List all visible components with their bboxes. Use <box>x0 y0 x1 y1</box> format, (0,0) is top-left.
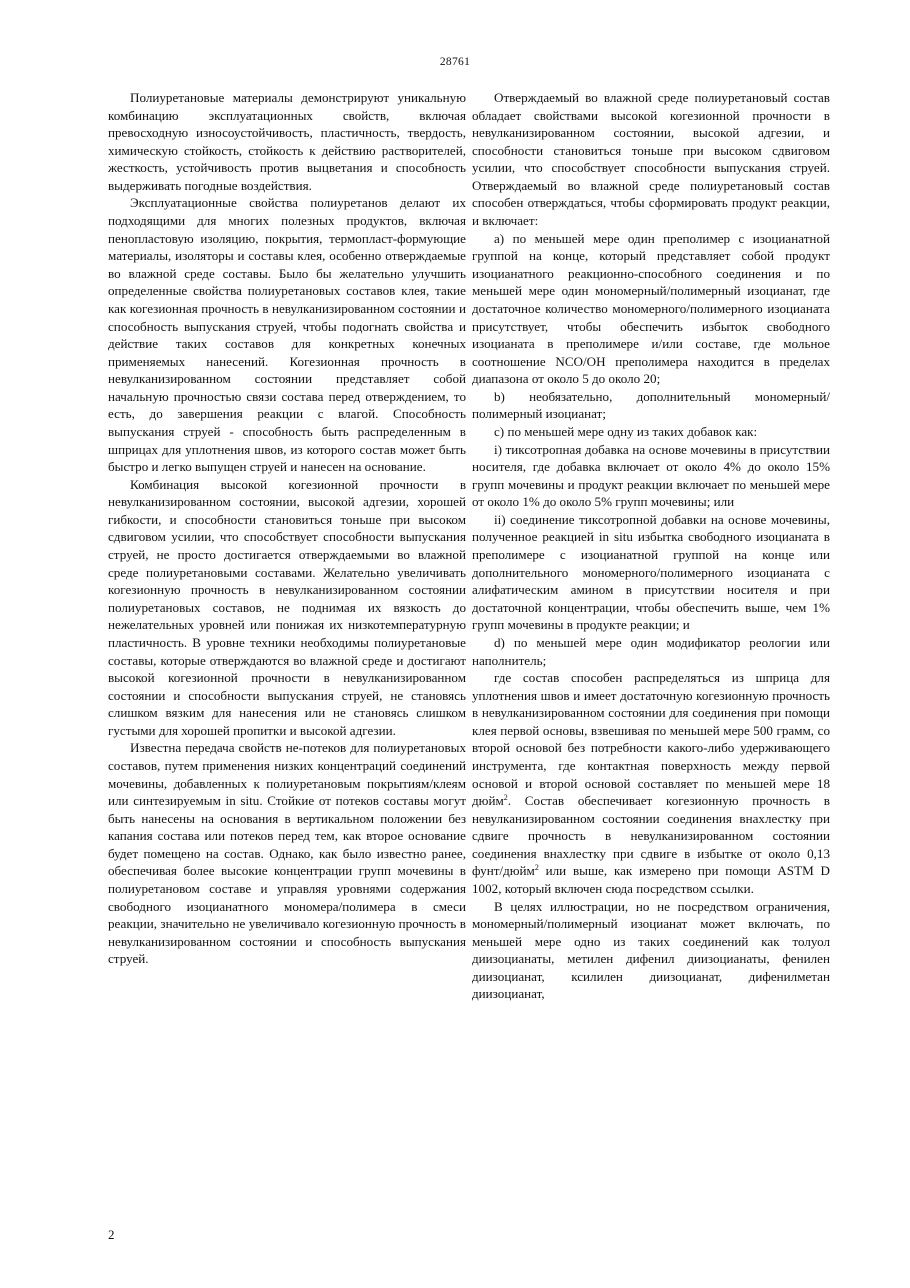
paragraph: Известна передача свойств не-потеков для полиуретановых составов, путем применения низких концентраций соединений мочевины, добавленных к полиуретановым покрытиям/клеям или синтезируемым in situ. Стойкие от потеков составы могут быть нанесены на основания в вертикальном положении без капания состава или потеков перед тем, как второе основание будет помещено на состав. Однако, как было известно ранее, обеспечивая более высокие концентрации групп мочевины в полиуретановом составе и управляя уровнями содержания свободного изоцианатного мономера/полимера в смеси реакции, значительно не увеличивало когезионную прочность в невулканизированном состоянии и способность выпускания струей. <box>108 740 466 967</box>
text-span: или выше, как измерено при помощи ASTM D 1002, который включен сюда посредством ссылки. <box>472 863 830 897</box>
text-span: где состав способен распределяться из шприца для уплотнения швов и имеет достаточную когезионную прочность в невулканизированном состоянии для соединения при помощи клея первой основы, взвешивая по меньшей мере 500 грамм, со второй основой без потребности какого-либо удерживающего инструмента, где контактная поверхность между первой основой и второй основой составляет по меньшей мере 18 дюйм <box>472 670 830 809</box>
right-column <box>472 89 830 1003</box>
list-item-d: d) по меньшей мере один модификатор реологии или наполнитель; <box>472 634 830 668</box>
superscript: 2 <box>503 793 508 803</box>
text-span: . Состав обеспечивает когезионную прочность в невулканизированном состоянии соединения внахлестку при сдвиге прочность в невулканизированном состоянии соединения внахлестку при сдвиге в избытке от около 0,13 фунт/дюйм <box>472 793 830 879</box>
list-item-b: b) необязательно, дополнительный мономерный/полимерный изоцианат; <box>472 388 830 422</box>
paragraph <box>472 669 830 898</box>
paragraph: В целях иллюстрации, но не посредством ограничения, мономерный/полимерный изоцианат может включать, по меньшей мере одно из таких соединений как толуол диизоцианаты, метилен дифенил диизоцианаты, фенилен диизоцианат, ксилилен диизоцианат, дифенилметан диизоцианат, <box>472 898 830 1002</box>
superscript: 2 <box>534 863 539 873</box>
paragraph: Комбинация высокой когезионной прочности в невулканизированном состоянии, высокой адгезии, хорошей гибкости, и способности становиться тоньше при высоком сдвиговом усилии, что способствует способности выпускания струей, не просто достигается отверждаемыми во влажной среде полиуретановыми составами. Желательно увеличивать когезионную прочность в невулканизированном состоянии полиуретановых составов, не поднимая их вязкость до нежелательных уровней или понижая их низкотемпературную пластичность. В уровне техники необходимы полиуретановые составы, которые отверждаются во влажной среде и достигают высокой когезионной прочности в невулканизированном состоянии и способности выпускания струей, не становясь слишком вязким для нанесения или не становясь слишком густыми для хорошей пропитки и высокой адгезии. <box>108 476 466 738</box>
paragraph: Эксплуатационные свойства полиуретанов делают их подходящими для многих полезных продуктов, включая пенопластовую изоляцию, покрытия, термопласт-формующие материалы, изоляторы и составы клея, особенно отверждаемые во влажной среде составы. Было бы желательно улучшить определенные свойства полиуретановых составов клея, такие как когезионная прочность в невулканизированном состоянии и способность выпускания струей, чтобы подогнать свойства и действие таких составов для конкретных конечных применяемых нанесений. Когезионная прочность в невулканизированном состоянии представляет собой начальную прочностью связи состава перед отверждением, то есть, до завершения реакции с влагой. Способность выпускания струей - способность быть распределенным в шприцах для уплотнения швов, из которого состав может быть быстро и легко выпущен струей и нанесен на основание. <box>108 195 466 475</box>
left-column <box>108 89 466 968</box>
page-number-top: 28761 <box>439 56 471 68</box>
list-item-a: a) по меньшей мере один преполимер с изоцианатной группой на конце, который представляет собой продукт изоцианатного реакционно-способного соединения и по меньшей мере один мономерный/полимерный изоцианат, где достаточное количество мономерного/полимерного изоцианата присутствует, чтобы обеспечить избыток свободного изоцианата в преполимере и/или составе, где мольное соотношение NCO/OH преполимера находится в пределах диапазона от около 5 до около 20; <box>472 230 830 387</box>
list-item-c-i: i) тиксотропная добавка на основе мочевины в присутствии носителя, где добавка включает от около 4% до около 15% групп мочевины и продукт реакции включает по меньшей мере от около 1% до около 5% групп мочевины; или <box>472 441 830 510</box>
page-number-bottom: 2 <box>108 1227 115 1242</box>
paragraph: Полиуретановые материалы демонстрируют уникальную комбинацию эксплуатационных свойств, включая превосходную износоустойчивость, пластичность, твердость, химическую стойкость, стойкость к действию растворителей, жесткость, устойчивость против выцветания и способность выдерживать погодные воздействия. <box>108 90 466 193</box>
list-item-c-ii: ii) соединение тиксотропной добавки на основе мочевины, полученное реакцией in situ избытка свободного изоцианата в преполимере с изоцианатной группой на конце или дополнительного мономерного/полимерного изоцианата с алифатическим амином в присутствии носителя и при достаточной концентрации, чтобы обеспечить выше, чем 1% групп мочевины в продукте реакции; и <box>472 511 830 633</box>
list-item-c: c) по меньшей мере одну из таких добавок как: <box>494 423 758 439</box>
paragraph: Отверждаемый во влажной среде полиуретановый состав обладает свойствами высокой когезионной прочности в невулканизированном состоянии, высокой адгезии, и способности становиться тоньше при высоком сдвиговом усилии, что способствует способности выпускания струей. Отверждаемый во влажной среде полиуретановый состав способен отверждаться, чтобы сформировать продукт реакции, и включает: <box>472 90 830 229</box>
